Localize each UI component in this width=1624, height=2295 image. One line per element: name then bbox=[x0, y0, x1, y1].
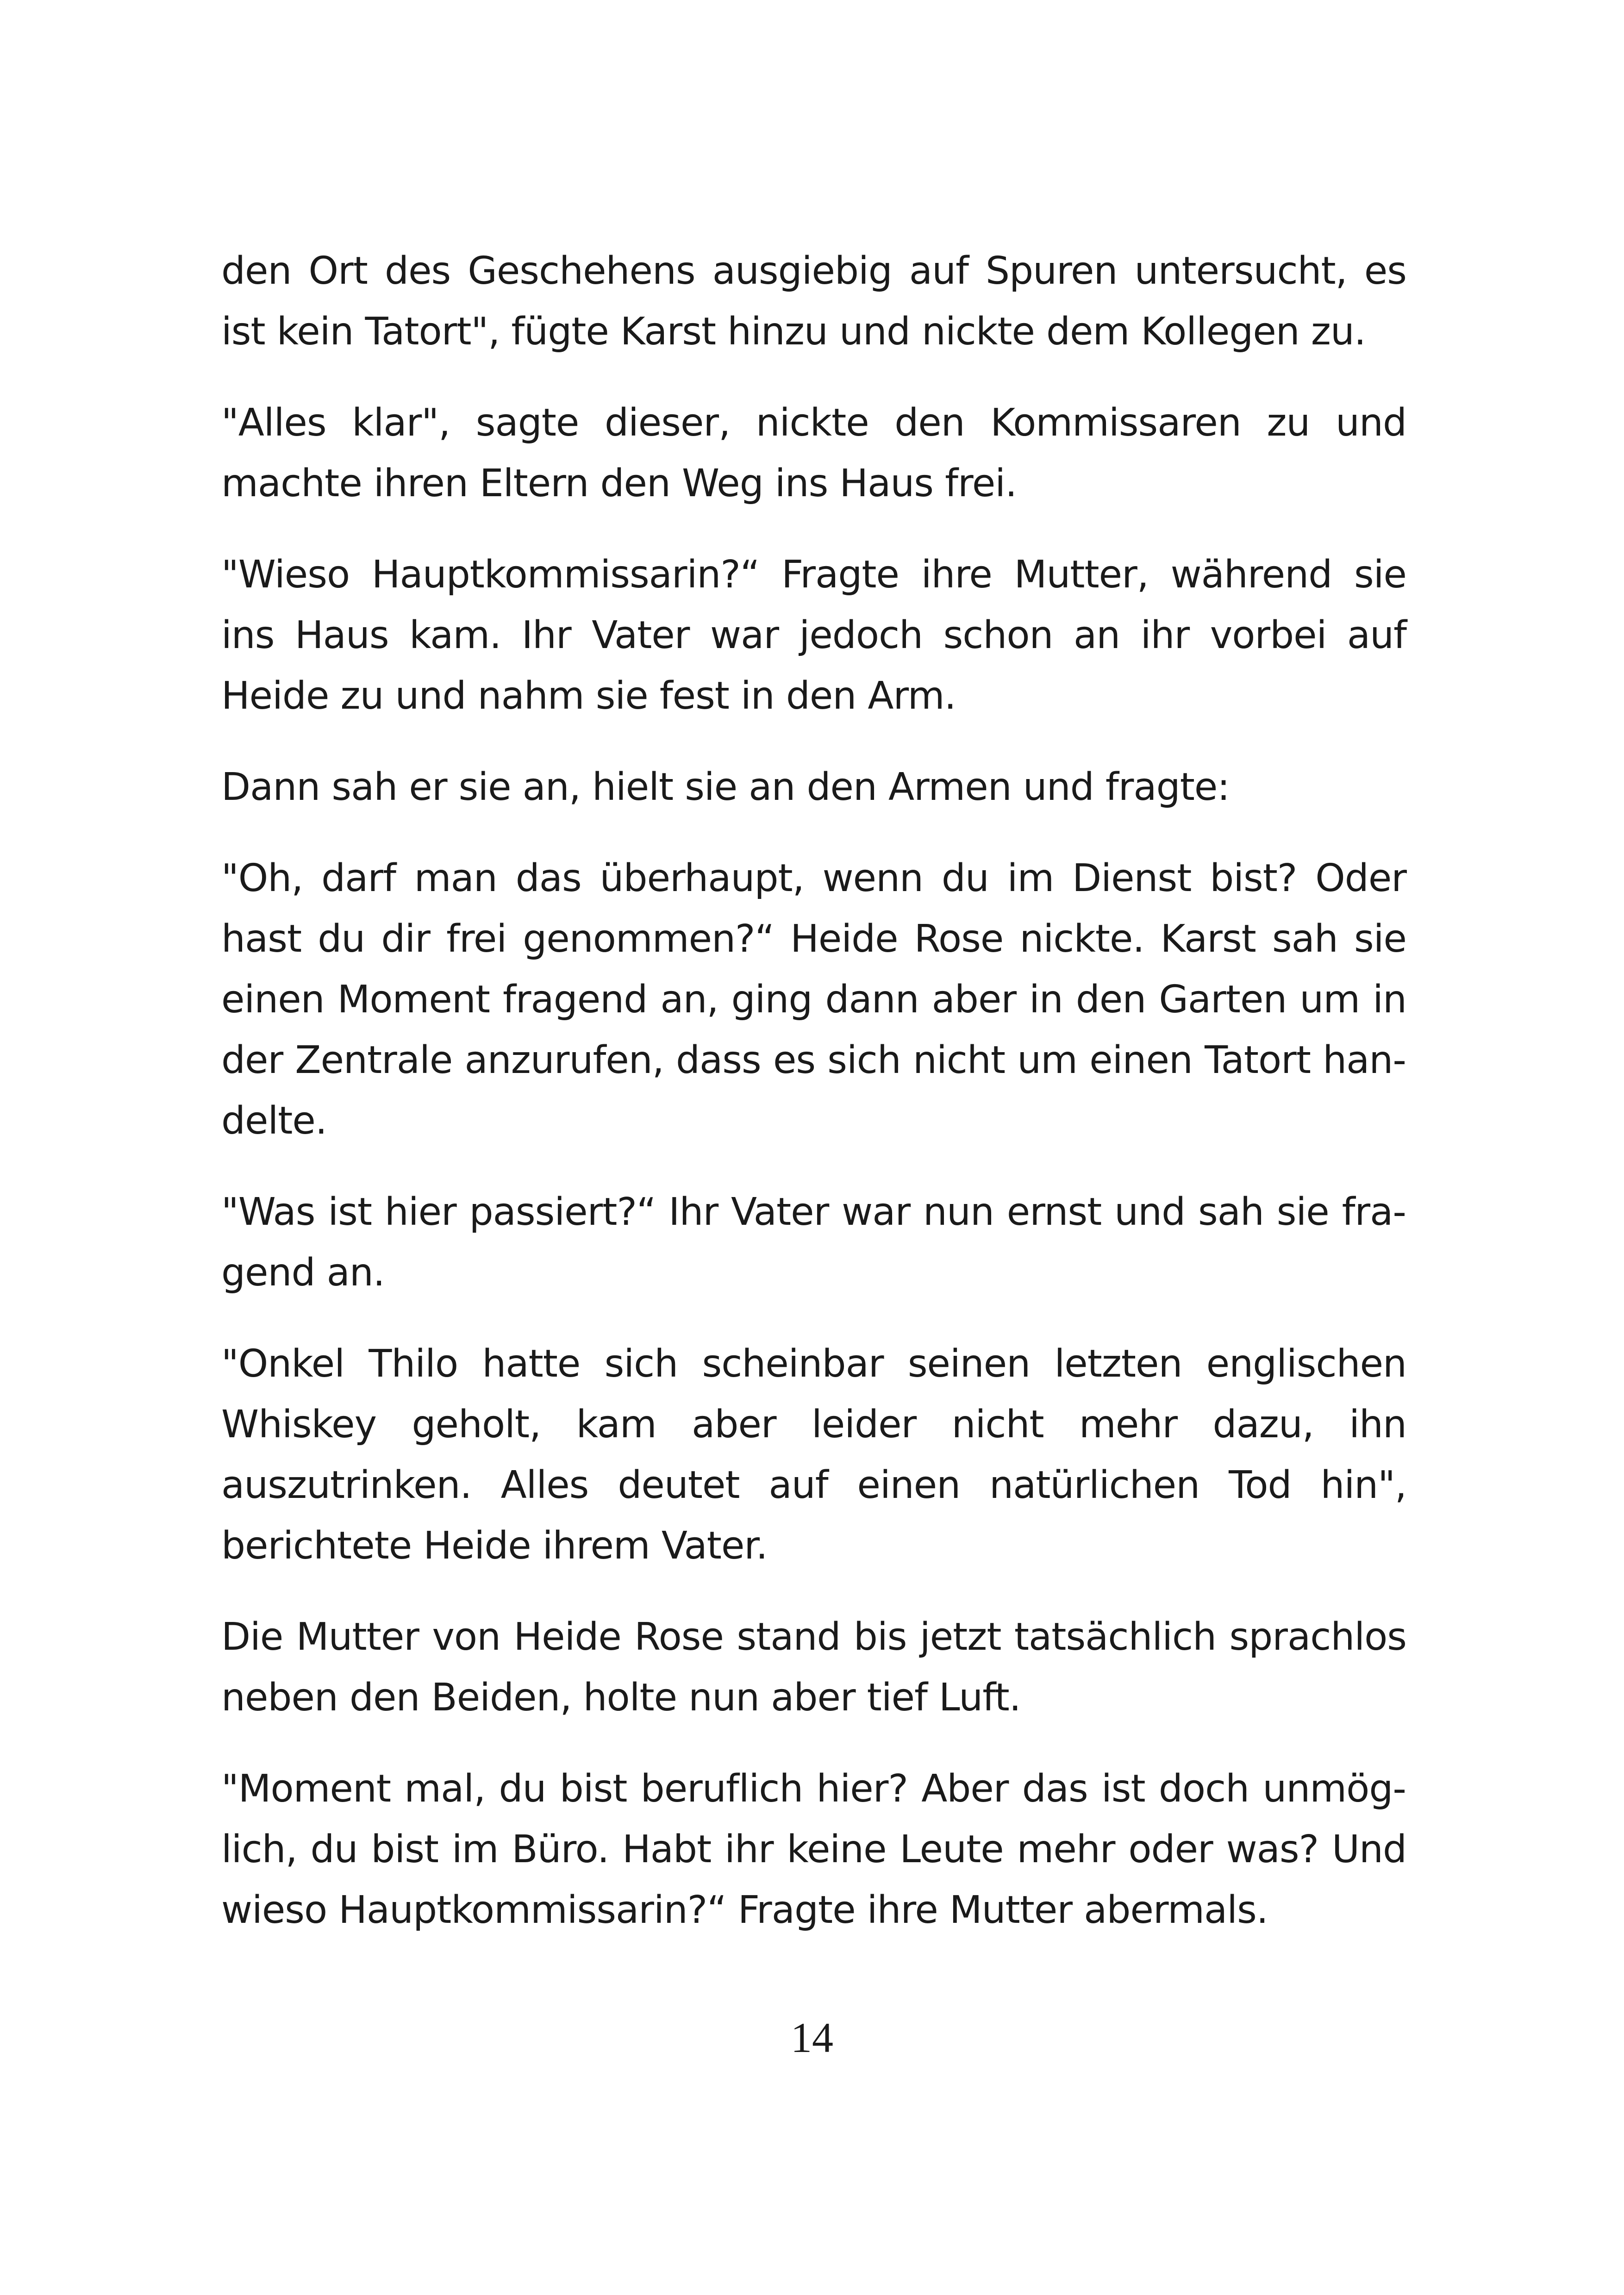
paragraph: "Wieso Hauptkommissarin?“ Fragte ihre Mutter, während sie ins Haus kam. Ihr Vater war jedoch schon an ihr vorbei auf Heide zu und nahm sie fest in den Arm. bbox=[221, 553, 1406, 718]
paragraph: "Was ist hier passiert?“ Ihr Vater war nun ernst und sah sie fragend an. bbox=[221, 1190, 1406, 1295]
paragraph: Dann sah er sie an, hielt sie an den Armen und fragte: bbox=[221, 765, 1230, 809]
paragraph: "Onkel Thilo hatte sich scheinbar seinen letzten englischen Whiskey geholt, kam aber leider nicht mehr dazu, ihn auszutrinken. Alles deutet auf einen natürlichen Tod hin", berichtete Heide ihrem Vater. bbox=[221, 1342, 1406, 1568]
page-number: 14 bbox=[791, 2014, 833, 2061]
paragraph: "Alles klar", sagte dieser, nickte den Kommissaren zu und machte ihren Eltern den Weg ins Haus frei. bbox=[221, 401, 1406, 505]
paragraph: Die Mutter von Heide Rose stand bis jetzt tatsächlich sprachlos neben den Beiden, holte nun aber tief Luft. bbox=[221, 1615, 1406, 1720]
paragraph: "Oh, darf man das überhaupt, wenn du im Dienst bist? Oder hast du dir frei genommen?“ Heide Rose nickte. Karst sah sie einen Moment fragend an, ging dann aber in den Garten um in der Zentrale anzurufen, dass es sich nicht um einen Tatort handelte. bbox=[221, 856, 1406, 1143]
body-text bbox=[221, 241, 1406, 1971]
paragraph: den Ort des Geschehens ausgiebig auf Spuren untersucht, es ist kein Tatort", fügte Karst hinzu und nickte dem Kollegen zu. bbox=[221, 249, 1406, 354]
paragraph: "Moment mal, du bist beruflich hier? Aber das ist doch unmöglich, du bist im Büro. Habt ihr keine Leute mehr oder was? Und wieso Hauptkommissarin?“ Fragte ihre Mutter abermals. bbox=[221, 1767, 1406, 1932]
